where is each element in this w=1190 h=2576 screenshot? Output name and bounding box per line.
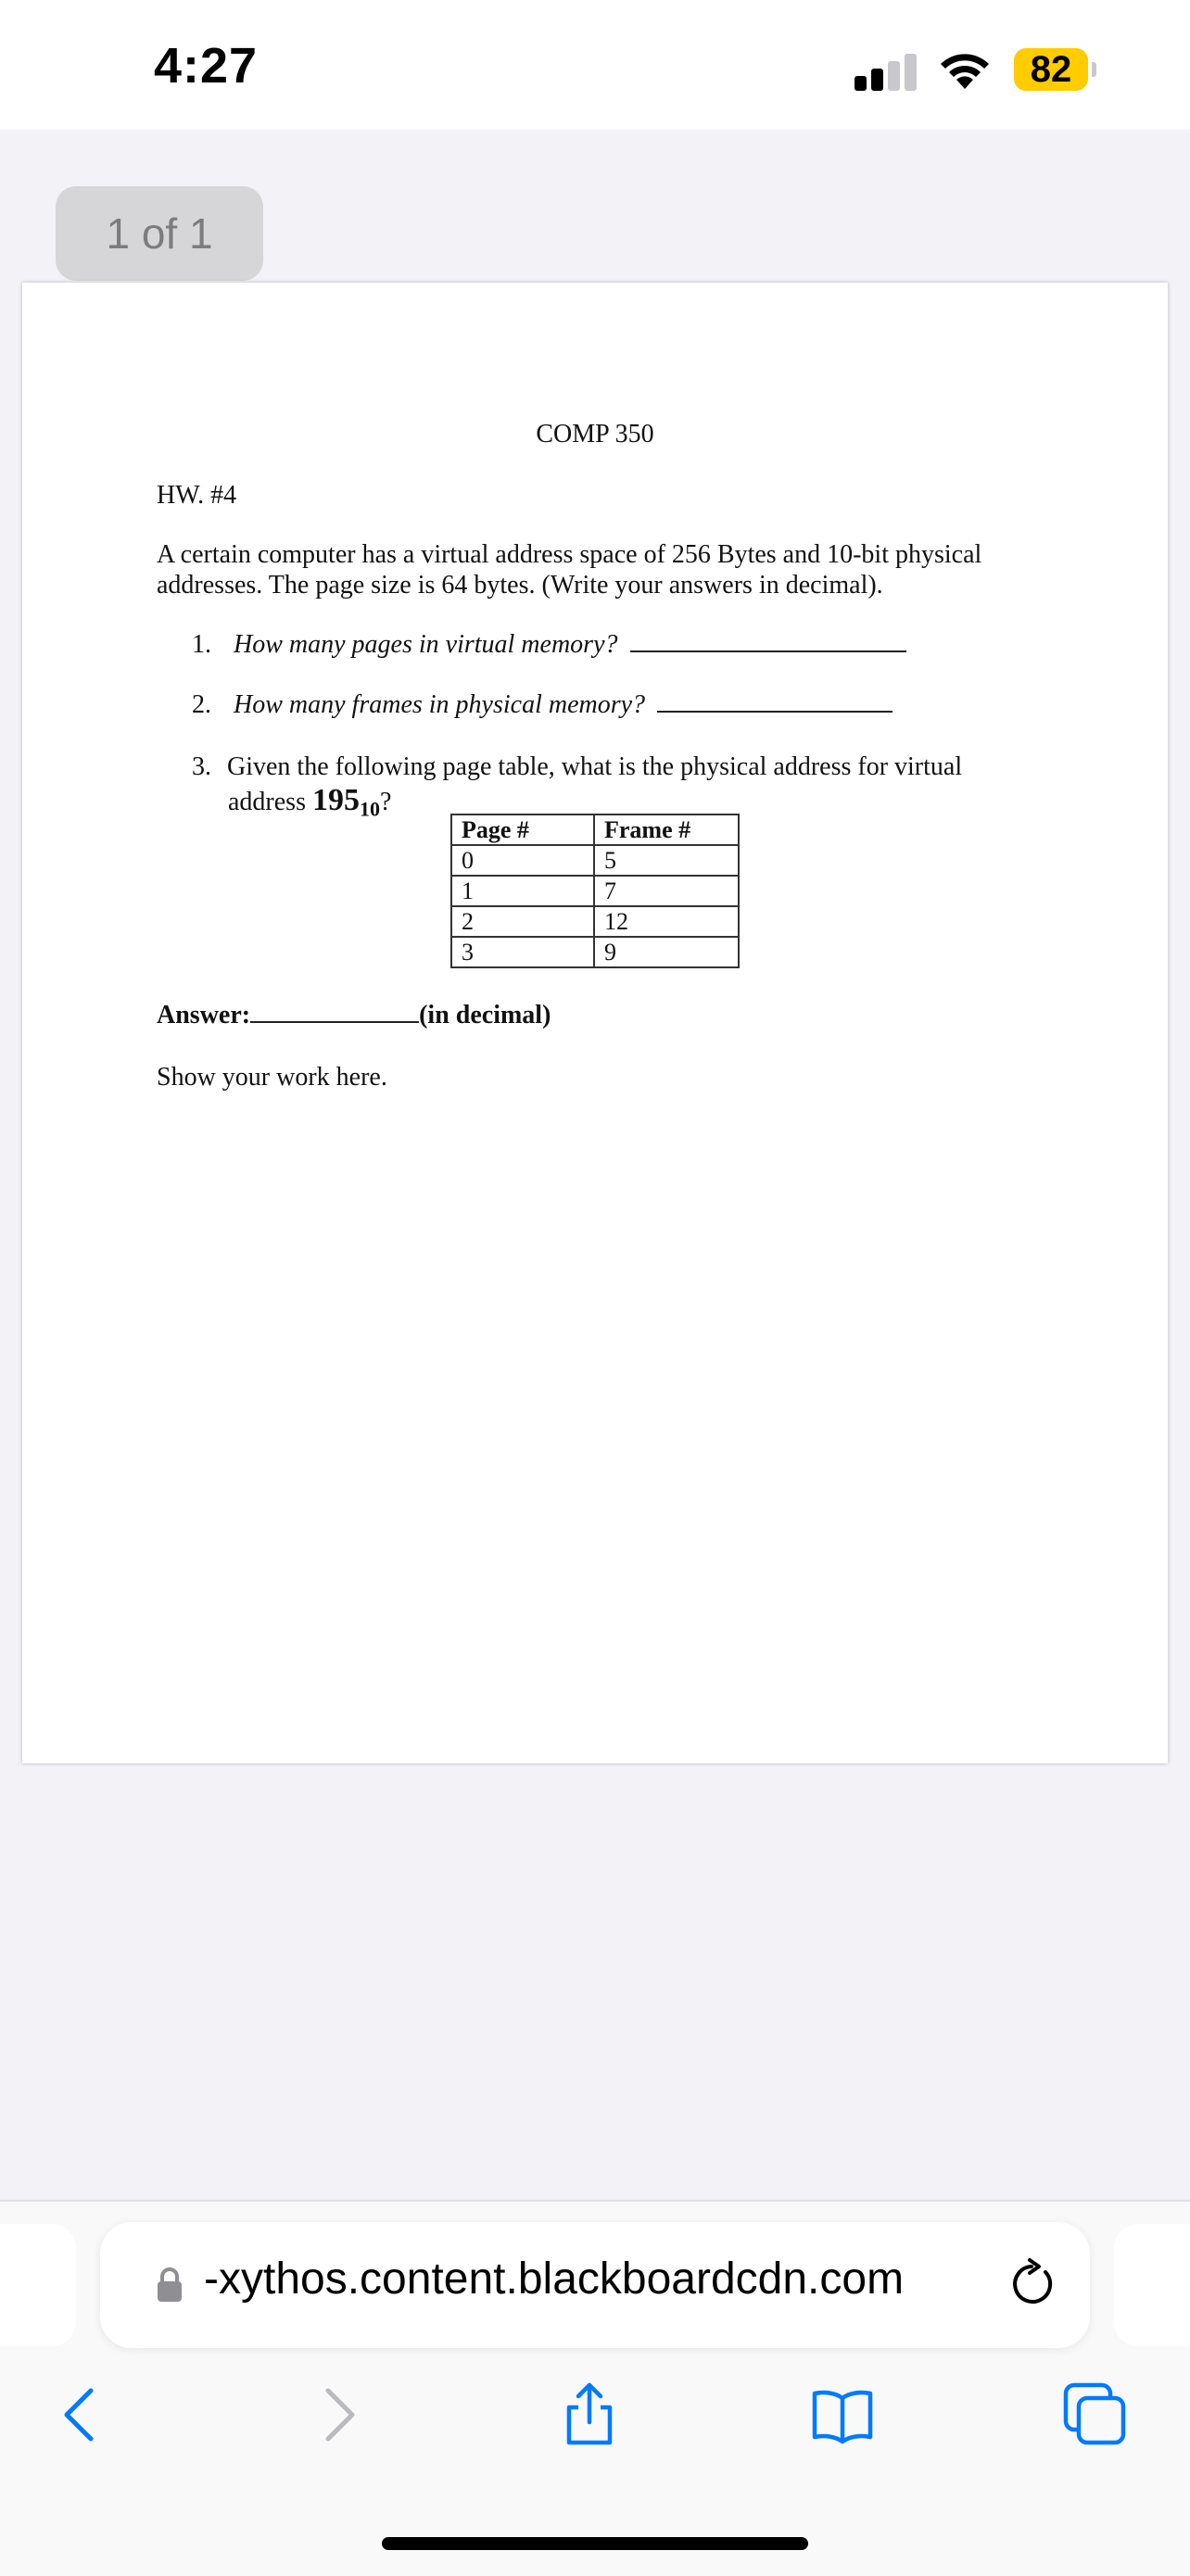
status-bar [0,0,1190,130]
answer-blank-3 [250,1021,419,1023]
question-2 [192,690,892,720]
answer-label: Answer: [157,1001,251,1029]
status-time: 4:27 [154,38,259,94]
frame-cell: 5 [594,845,739,876]
cellular-signal-icon [855,54,919,91]
page-cell: 0 [451,845,594,876]
wifi-icon [936,46,994,91]
page-cell: 3 [451,937,594,967]
tabs-icon[interactable] [1062,2381,1129,2448]
table-row [451,937,739,967]
page-cell: 1 [451,876,594,906]
question-1-text: How many pages in virtual memory? [234,630,618,659]
course-title: COMP 350 [536,420,654,448]
bookmarks-icon[interactable] [809,2381,876,2448]
back-icon[interactable] [46,2381,113,2448]
home-indicator [382,2537,808,2550]
answer-line [157,1001,551,1030]
previous-tab-card[interactable] [0,2224,76,2346]
question-1 [192,630,906,660]
url-text: -xythos.content.blackboardcdn.com [204,2254,905,2304]
intro-paragraph: A certain computer has a virtual address space of 256 Bytes and 10-bit physical addresses. The page size is 64 bytes. (Write your answers in decimal). [157,540,982,600]
question-3-number: 3. [192,752,211,781]
page-cell: 2 [451,906,594,937]
share-icon[interactable] [556,2381,623,2448]
table-row [451,845,739,876]
question-3-text-line1: Given the following page table, what is the physical address for virtual [227,752,963,781]
frame-cell: 7 [594,876,739,906]
assignment-title: HW. #4 [157,481,237,510]
page-table-header-page: Page # [451,814,594,845]
frame-cell: 12 [594,906,739,937]
page-indicator: 1 of 1 [56,186,263,281]
question-3-text-prefix: address [228,788,312,816]
table-row [451,906,739,937]
page-table-header-frame: Frame # [594,814,739,845]
address-bar[interactable] [100,2222,1090,2348]
question-2-number: 2. [192,690,211,719]
virtual-address-value: 195 [311,783,360,817]
show-work-text: Show your work here. [157,1063,387,1092]
question-1-number: 1. [192,630,211,659]
battery-tip [1092,62,1096,77]
virtual-address-base: 10 [359,797,380,821]
reload-icon[interactable] [1005,2257,1058,2311]
table-row [451,876,739,906]
question-2-text: How many frames in physical memory? [234,690,646,719]
answer-suffix: (in decimal) [419,1001,551,1029]
frame-cell: 9 [594,937,739,967]
forward-icon[interactable] [306,2381,373,2448]
question-3-text-suffix: ? [379,788,392,816]
lock-icon [156,2267,184,2304]
page-table [450,814,740,968]
answer-blank-2 [657,711,892,713]
document-page [22,283,1168,1763]
answer-blank-1 [630,650,906,652]
next-tab-card[interactable] [1114,2224,1190,2346]
page-table-header-row [451,814,739,845]
battery-icon: 82 [1014,48,1088,91]
